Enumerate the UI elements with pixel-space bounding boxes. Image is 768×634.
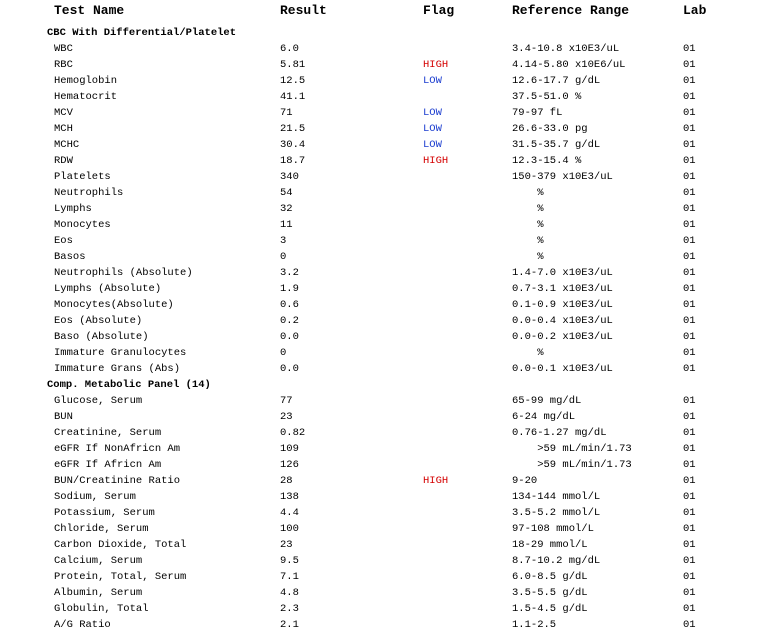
lab-cell: 01 [683, 523, 696, 535]
reference-range-cell: % [512, 347, 544, 359]
table-row [0, 569, 768, 585]
test-name-cell: Neutrophils (Absolute) [54, 267, 193, 279]
result-cell: 109 [280, 443, 299, 455]
test-name-cell: Glucose, Serum [54, 395, 143, 407]
test-name-cell: Albumin, Serum [54, 587, 143, 599]
table-header [0, 0, 768, 22]
lab-cell: 01 [683, 603, 696, 615]
lab-cell: 01 [683, 59, 696, 71]
flag-cell: LOW [423, 75, 442, 87]
reference-range-cell: 97-108 mmol/L [512, 523, 594, 535]
result-cell: 126 [280, 459, 299, 471]
test-name-cell: Sodium, Serum [54, 491, 136, 503]
result-cell: 0.82 [280, 427, 306, 439]
test-name-cell: Lymphs (Absolute) [54, 283, 162, 295]
lab-cell: 01 [683, 347, 696, 359]
result-cell: 77 [280, 395, 293, 407]
result-cell: 71 [280, 107, 293, 119]
reference-range-cell: 134-144 mmol/L [512, 491, 601, 503]
table-row [0, 473, 768, 489]
reference-range-cell: 12.6-17.7 g/dL [512, 75, 601, 87]
test-name-cell: Eos (Absolute) [54, 315, 143, 327]
test-name-cell: Immature Granulocytes [54, 347, 187, 359]
lab-cell: 01 [683, 43, 696, 55]
test-name-cell: MCH [54, 123, 73, 135]
flag-cell: LOW [423, 123, 442, 135]
lab-cell: 01 [683, 171, 696, 183]
lab-cell: 01 [683, 475, 696, 487]
lab-cell: 01 [683, 251, 696, 263]
table-row [0, 457, 768, 473]
reference-range-cell: 65-99 mg/dL [512, 395, 582, 407]
lab-cell: 01 [683, 91, 696, 103]
lab-cell: 01 [683, 283, 696, 295]
test-name-cell: Carbon Dioxide, Total [54, 539, 187, 551]
table-row [0, 553, 768, 569]
reference-range-cell: % [512, 251, 544, 263]
flag-cell: HIGH [423, 59, 449, 71]
test-name-cell: eGFR If Africn Am [54, 459, 162, 471]
table-row [0, 281, 768, 297]
lab-cell: 01 [683, 571, 696, 583]
result-cell: 23 [280, 539, 293, 551]
result-cell: 0 [280, 251, 287, 263]
table-row [0, 585, 768, 601]
result-cell: 32 [280, 203, 293, 215]
flag-cell: LOW [423, 139, 442, 151]
table-row [0, 169, 768, 185]
table-row [0, 89, 768, 105]
header-reference-range: Reference Range [512, 3, 630, 18]
table-row [0, 505, 768, 521]
lab-cell: 01 [683, 363, 696, 375]
test-name-cell: Baso (Absolute) [54, 331, 149, 343]
table-row [0, 41, 768, 57]
reference-range-cell: 0.0-0.2 x10E3/uL [512, 331, 613, 343]
result-cell: 138 [280, 491, 299, 503]
reference-range-cell: 12.3-15.4 % [512, 155, 582, 167]
lab-cell: 01 [683, 443, 696, 455]
lab-cell: 01 [683, 587, 696, 599]
reference-range-cell: 79-97 fL [512, 107, 563, 119]
result-cell: 7.1 [280, 571, 299, 583]
table-row [0, 425, 768, 441]
lab-cell: 01 [683, 619, 696, 631]
table-row [0, 201, 768, 217]
reference-range-cell: 18-29 mmol/L [512, 539, 588, 551]
lab-cell: 01 [683, 235, 696, 247]
section-title: CBC With Differential/Platelet [47, 27, 237, 39]
test-name-cell: Platelets [54, 171, 111, 183]
flag-cell: HIGH [423, 475, 449, 487]
table-row [0, 441, 768, 457]
lab-cell: 01 [683, 395, 696, 407]
result-cell: 54 [280, 187, 293, 199]
reference-range-cell: 1.1-2.5 [512, 619, 557, 631]
lab-cell: 01 [683, 123, 696, 135]
test-name-cell: Hematocrit [54, 91, 118, 103]
result-cell: 12.5 [280, 75, 306, 87]
reference-range-cell: 6-24 mg/dL [512, 411, 576, 423]
table-row [0, 185, 768, 201]
test-name-cell: Hemoglobin [54, 75, 118, 87]
table-row [0, 409, 768, 425]
lab-cell: 01 [683, 315, 696, 327]
lab-cell: 01 [683, 459, 696, 471]
test-name-cell: MCHC [54, 139, 80, 151]
reference-range-cell: 0.76-1.27 mg/dL [512, 427, 607, 439]
table-row [0, 153, 768, 169]
result-cell: 18.7 [280, 155, 306, 167]
section-header [0, 377, 768, 393]
reference-range-cell: 3.4-10.8 x10E3/uL [512, 43, 620, 55]
reference-range-cell: 6.0-8.5 g/dL [512, 571, 588, 583]
reference-range-cell: % [512, 203, 544, 215]
test-name-cell: Immature Grans (Abs) [54, 363, 181, 375]
table-row [0, 137, 768, 153]
result-cell: 21.5 [280, 123, 306, 135]
result-cell: 2.1 [280, 619, 299, 631]
result-cell: 0.2 [280, 315, 299, 327]
result-cell: 41.1 [280, 91, 306, 103]
test-name-cell: MCV [54, 107, 73, 119]
result-cell: 100 [280, 523, 299, 535]
result-cell: 3.2 [280, 267, 299, 279]
table-row [0, 73, 768, 89]
reference-range-cell: 0.7-3.1 x10E3/uL [512, 283, 613, 295]
test-name-cell: Eos [54, 235, 73, 247]
lab-cell: 01 [683, 203, 696, 215]
result-cell: 0.6 [280, 299, 299, 311]
table-row [0, 57, 768, 73]
reference-range-cell: 3.5-5.2 mmol/L [512, 507, 601, 519]
test-name-cell: Globulin, Total [54, 603, 149, 615]
test-name-cell: BUN [54, 411, 73, 423]
result-cell: 5.81 [280, 59, 306, 71]
result-cell: 2.3 [280, 603, 299, 615]
section-title: Comp. Metabolic Panel (14) [47, 379, 211, 391]
lab-cell: 01 [683, 427, 696, 439]
results-table [0, 25, 768, 633]
result-cell: 30.4 [280, 139, 306, 151]
table-row [0, 345, 768, 361]
result-cell: 0 [280, 347, 287, 359]
lab-cell: 01 [683, 75, 696, 87]
reference-range-cell: 4.14-5.80 x10E6/uL [512, 59, 626, 71]
lab-cell: 01 [683, 331, 696, 343]
lab-cell: 01 [683, 107, 696, 119]
table-row [0, 233, 768, 249]
table-row [0, 297, 768, 313]
lab-cell: 01 [683, 267, 696, 279]
lab-cell: 01 [683, 555, 696, 567]
result-cell: 340 [280, 171, 299, 183]
result-cell: 9.5 [280, 555, 299, 567]
lab-cell: 01 [683, 219, 696, 231]
test-name-cell: RBC [54, 59, 73, 71]
test-name-cell: Chloride, Serum [54, 523, 149, 535]
reference-range-cell: 0.1-0.9 x10E3/uL [512, 299, 613, 311]
table-row [0, 313, 768, 329]
reference-range-cell: 1.4-7.0 x10E3/uL [512, 267, 613, 279]
test-name-cell: A/G Ratio [54, 619, 111, 631]
reference-range-cell: 0.0-0.4 x10E3/uL [512, 315, 613, 327]
reference-range-cell: % [512, 187, 544, 199]
result-cell: 6.0 [280, 43, 299, 55]
table-row [0, 601, 768, 617]
test-name-cell: BUN/Creatinine Ratio [54, 475, 181, 487]
reference-range-cell: 31.5-35.7 g/dL [512, 139, 601, 151]
test-name-cell: Protein, Total, Serum [54, 571, 187, 583]
result-cell: 4.4 [280, 507, 299, 519]
reference-range-cell: 0.0-0.1 x10E3/uL [512, 363, 613, 375]
reference-range-cell: % [512, 219, 544, 231]
lab-cell: 01 [683, 507, 696, 519]
result-cell: 11 [280, 219, 293, 231]
flag-cell: LOW [423, 107, 442, 119]
test-name-cell: Creatinine, Serum [54, 427, 162, 439]
header-flag: Flag [423, 3, 455, 18]
section-header [0, 25, 768, 41]
table-row [0, 489, 768, 505]
reference-range-cell: 150-379 x10E3/uL [512, 171, 613, 183]
test-name-cell: RDW [54, 155, 73, 167]
table-row [0, 521, 768, 537]
test-name-cell: Potassium, Serum [54, 507, 155, 519]
table-row [0, 265, 768, 281]
table-row [0, 393, 768, 409]
lab-cell: 01 [683, 411, 696, 423]
test-name-cell: Lymphs [54, 203, 92, 215]
lab-cell: 01 [683, 155, 696, 167]
test-name-cell: Basos [54, 251, 86, 263]
header-result: Result [280, 3, 327, 18]
lab-cell: 01 [683, 187, 696, 199]
lab-cell: 01 [683, 539, 696, 551]
reference-range-cell: 8.7-10.2 mg/dL [512, 555, 601, 567]
lab-cell: 01 [683, 299, 696, 311]
reference-range-cell: 1.5-4.5 g/dL [512, 603, 588, 615]
reference-range-cell: >59 mL/min/1.73 [512, 459, 632, 471]
result-cell: 4.8 [280, 587, 299, 599]
reference-range-cell: % [512, 235, 544, 247]
test-name-cell: Monocytes [54, 219, 111, 231]
result-cell: 23 [280, 411, 293, 423]
reference-range-cell: 37.5-51.0 % [512, 91, 582, 103]
test-name-cell: Calcium, Serum [54, 555, 143, 567]
flag-cell: HIGH [423, 155, 449, 167]
result-cell: 0.0 [280, 363, 299, 375]
test-name-cell: Neutrophils [54, 187, 124, 199]
lab-cell: 01 [683, 139, 696, 151]
result-cell: 28 [280, 475, 293, 487]
table-row [0, 249, 768, 265]
reference-range-cell: >59 mL/min/1.73 [512, 443, 632, 455]
header-test-name: Test Name [54, 3, 125, 18]
reference-range-cell: 3.5-5.5 g/dL [512, 587, 588, 599]
test-name-cell: eGFR If NonAfricn Am [54, 443, 181, 455]
table-row [0, 329, 768, 345]
test-name-cell: Monocytes(Absolute) [54, 299, 174, 311]
reference-range-cell: 9-20 [512, 475, 538, 487]
table-row [0, 217, 768, 233]
table-row [0, 105, 768, 121]
header-lab: Lab [683, 3, 707, 18]
result-cell: 3 [280, 235, 287, 247]
table-row [0, 361, 768, 377]
reference-range-cell: 26.6-33.0 pg [512, 123, 588, 135]
table-row [0, 537, 768, 553]
lab-cell: 01 [683, 491, 696, 503]
test-name-cell: WBC [54, 43, 73, 55]
table-row [0, 121, 768, 137]
table-row [0, 617, 768, 633]
result-cell: 0.0 [280, 331, 299, 343]
result-cell: 1.9 [280, 283, 299, 295]
